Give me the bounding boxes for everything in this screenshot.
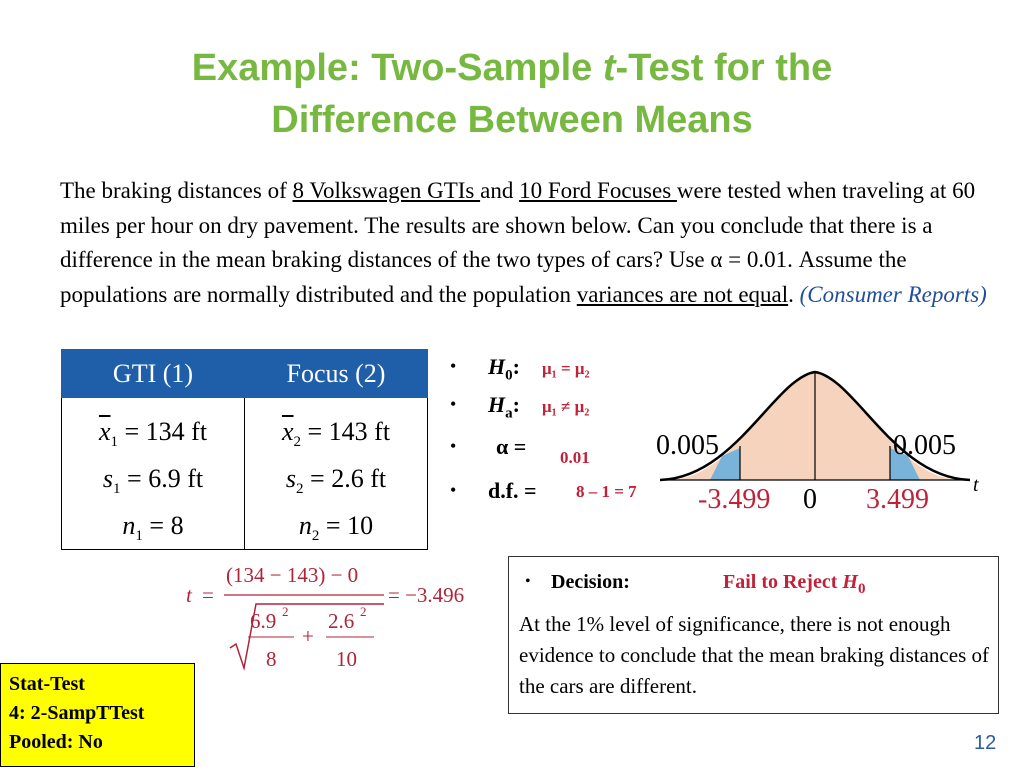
left-critical-value: -3.499 — [698, 484, 771, 515]
decision-box: • Decision: Fail to Reject $H_0$ At the 1% level of significance, there is not enough evidence to conclude that the mean braking distances of the cars are different. — [508, 556, 999, 714]
null-hypothesis-value: μ₁ = μ₂ — [542, 359, 590, 378]
focus-std: $s_2 = 2.6$ ft — [285, 464, 387, 498]
formula-b-num: 2.6 — [328, 609, 355, 633]
formula-a-num: 6.9 — [250, 609, 277, 633]
alpha-value: 0.01 — [560, 448, 590, 467]
gti-mean: $\overline{x}_1 = 134$ ft — [98, 417, 208, 451]
t-statistic-formula — [180, 560, 500, 680]
formula-t: t — [186, 583, 192, 607]
focus-n: $n_2 = 10$ — [298, 511, 374, 545]
center-value: 0 — [803, 484, 817, 515]
alt-hypothesis-value: μ₁ ≠ μ₂ — [542, 397, 590, 416]
formula-plus: + — [302, 624, 314, 648]
focus-stats-cell — [245, 398, 428, 550]
t-axis-label: t — [973, 474, 979, 496]
sample-stats-table — [61, 349, 428, 550]
formula-eq: = — [202, 583, 214, 607]
formula-a-den: 8 — [266, 647, 277, 671]
gti-n: $n_1 = 8$ — [122, 511, 184, 545]
source-citation: (Consumer Reports) — [799, 281, 987, 307]
calculator-instructions: Stat-Test 4: 2-SampTTest Pooled: No — [0, 663, 195, 767]
right-tail-area: 0.005 — [893, 430, 956, 461]
decision-conclusion: At the 1% level of significance, there is not enough evidence to conclude that the mean braking distances of the cars are different. — [519, 612, 989, 698]
decision-value: Fail to Reject $H_0$ — [723, 571, 866, 597]
formula-b-den: 10 — [336, 647, 357, 671]
title-line-2: Difference Between Means — [271, 99, 753, 141]
slide-title — [0, 42, 1024, 146]
gti-stats-cell — [62, 398, 245, 550]
focus-mean: $\overline{x}_2 = 143$ ft — [281, 417, 391, 451]
left-tail-area: 0.005 — [656, 430, 719, 461]
formula-result: = −3.496 — [388, 583, 465, 607]
title-line-1: Example: Two-Sample t-Test for the — [191, 47, 833, 89]
formula-b-exp: 2 — [360, 604, 367, 619]
decision-label: Decision: — [551, 571, 630, 593]
gti-std: $s_1 = 6.9$ ft — [102, 464, 204, 498]
formula-a-exp: 2 — [282, 604, 289, 619]
df-value: 8 – 1 = 7 — [576, 482, 637, 501]
table-header-focus: Focus (2) — [245, 350, 428, 398]
problem-statement: The braking distances of 8 Volkswagen GTIs and 10 Ford Focuses were tested when traveling at 60 miles per hour on dry pavement. The results are shown below. Can you conclude that there is a difference in the mean braking distances of the two types of cars? Use α = 0.01. Assume the populations are normally distributed and the population variances are not equal. (Consumer Reports) — [60, 178, 987, 307]
right-critical-value: 3.499 — [866, 484, 929, 515]
page-number: 12 — [974, 732, 997, 754]
table-header-gti: GTI (1) — [62, 350, 245, 398]
formula-numerator: (134 − 143) − 0 — [226, 563, 359, 587]
